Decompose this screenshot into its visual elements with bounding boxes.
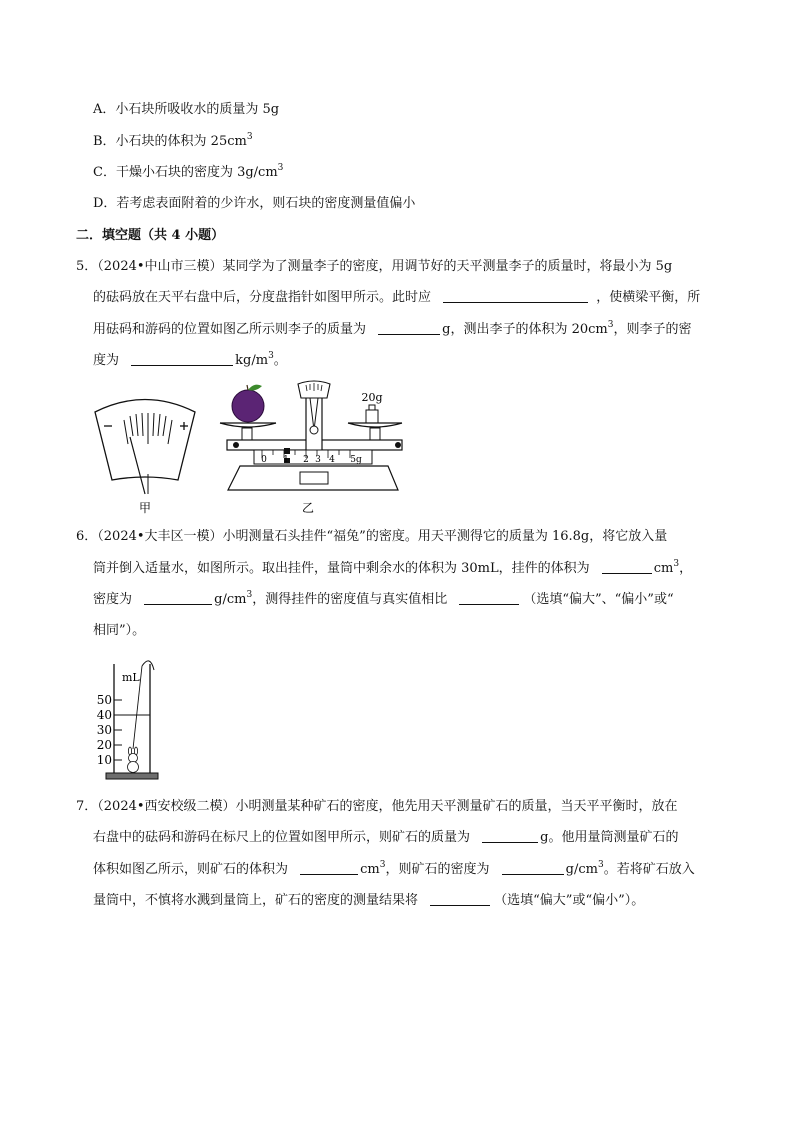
superscript: 3 bbox=[268, 351, 274, 361]
answer-blank[interactable] bbox=[482, 828, 538, 843]
answer-blank[interactable] bbox=[443, 288, 588, 303]
q7-line-4 bbox=[93, 891, 644, 911]
q7-line-2 bbox=[93, 828, 678, 848]
tick-label: 2 bbox=[303, 455, 309, 465]
answer-blank[interactable] bbox=[144, 590, 212, 605]
q7-text: 。若将矿石放入 bbox=[603, 862, 695, 877]
label-jia: 甲 bbox=[138, 501, 152, 515]
q6-line-4: 相同”）。 bbox=[93, 623, 146, 638]
answer-blank[interactable] bbox=[459, 590, 519, 605]
weight-20g-icon bbox=[361, 391, 382, 423]
q6-line-3 bbox=[93, 590, 674, 610]
superscript: 3 bbox=[277, 163, 284, 173]
superscript: 3 bbox=[379, 860, 386, 870]
figure-yi-balance bbox=[212, 376, 412, 516]
q6-text: 筒并倒入适量水，如图所示。取出挂件，量筒中剩余水的体积为 30mL，挂件的体积为 bbox=[93, 561, 590, 576]
weight-label: 20g bbox=[361, 391, 383, 404]
tick-label: 40 bbox=[96, 708, 112, 722]
answer-blank[interactable] bbox=[430, 891, 490, 906]
q6-text: cm bbox=[653, 561, 674, 576]
q6-line-1: 6．（2024•大丰区一模）小明测量石头挂件“福兔”的密度。用天平测得它的质量为 16.8g，将它放入量 bbox=[76, 529, 668, 544]
q5-text: 度为 bbox=[93, 353, 120, 368]
option-d bbox=[93, 194, 415, 214]
q7-text: （选填“偏大”或“偏小”）。 bbox=[494, 893, 645, 908]
q6-text: ， bbox=[679, 561, 693, 576]
superscript: 3 bbox=[246, 590, 253, 600]
option-d-text: D．若考虑表面附着的少许水，则石块的密度测量值偏小 bbox=[93, 196, 416, 211]
option-c-text: C．干燥小石块的密度为 3g/cm bbox=[93, 165, 278, 180]
option-c bbox=[93, 163, 283, 183]
q5-text: ，使横梁平衡，所 bbox=[596, 290, 701, 305]
q7-line-3 bbox=[93, 860, 695, 880]
answer-blank[interactable] bbox=[378, 320, 440, 335]
q7-text: 体积如图乙所示，则矿石的体积为 bbox=[93, 862, 289, 877]
q5-text: 。 bbox=[273, 353, 287, 368]
q5-text: 用砝码和游码的位置如图乙所示则李子的质量为 bbox=[93, 322, 367, 337]
q7-text: 右盘中的砝码和游码在标尺上的位置如图甲所示，则矿石的质量为 bbox=[93, 830, 471, 845]
answer-blank[interactable] bbox=[131, 351, 233, 366]
q5-line-1: 5．（2024•中山市三模）某同学为了测量李子的密度，用调节好的天平测量李子的质量时，将最小为 5g bbox=[76, 259, 673, 274]
superscript: 3 bbox=[597, 860, 604, 870]
q5-text: g，测出李子的体积为 20cm bbox=[442, 322, 608, 337]
q7-text: g。他用量筒测量矿石的 bbox=[540, 830, 679, 845]
tick-label: 0 bbox=[261, 455, 267, 465]
q6-text: 密度为 bbox=[93, 592, 133, 607]
figure-measuring-cylinder bbox=[92, 654, 172, 789]
tick-label: 3 bbox=[315, 455, 321, 465]
q7-text: g/cm bbox=[565, 862, 598, 877]
tick-label: 10 bbox=[96, 753, 112, 767]
q7-text: cm bbox=[360, 862, 380, 877]
option-b bbox=[93, 132, 253, 152]
answer-blank[interactable] bbox=[300, 860, 358, 875]
q5-text: ，则李子的密 bbox=[613, 322, 692, 337]
answer-blank[interactable] bbox=[602, 559, 652, 574]
q6-line-2 bbox=[93, 559, 692, 579]
q5-line-4 bbox=[93, 351, 287, 371]
option-a-text: A．小石块所吸收水的质量为 5g bbox=[93, 102, 280, 117]
q5-text: kg/m bbox=[235, 353, 269, 368]
q6-text: （选填“偏大”、“偏小”或“ bbox=[523, 592, 674, 607]
tick-label: 1 bbox=[283, 455, 289, 465]
q7-text: ，则矿石的密度为 bbox=[385, 862, 490, 877]
tick-label: 4 bbox=[329, 455, 335, 465]
superscript: 3 bbox=[607, 320, 614, 330]
superscript: 3 bbox=[673, 559, 680, 569]
q5-line-2 bbox=[93, 288, 700, 308]
tick-label: 20 bbox=[96, 738, 112, 752]
answer-blank[interactable] bbox=[502, 860, 564, 875]
unit-label: mL bbox=[122, 671, 140, 684]
tick-label: 30 bbox=[96, 723, 112, 737]
label-yi: 乙 bbox=[301, 501, 315, 515]
tick-label: 5g bbox=[350, 455, 362, 465]
q5-line-3 bbox=[93, 320, 692, 340]
figure-jia-dial bbox=[90, 382, 200, 517]
plum-icon bbox=[232, 385, 264, 422]
q7-text: 量筒中，不慎将水溅到量筒上，矿石的密度的测量结果将 bbox=[93, 893, 419, 908]
option-b-text: B．小石块的体积为 25cm bbox=[93, 134, 247, 149]
tick-label: 50 bbox=[96, 693, 112, 707]
q6-text: ，测得挂件的密度值与真实值相比 bbox=[252, 592, 448, 607]
q7-line-1: 7．（2024•西安校级二模）小明测量某种矿石的密度，他先用天平测量矿石的质量，当天平平衡时，放在 bbox=[76, 799, 678, 814]
rider bbox=[284, 448, 290, 454]
rabbit-pendant-icon bbox=[128, 747, 139, 773]
option-a bbox=[93, 100, 279, 120]
section-heading: 二．填空题（共 4 小题） bbox=[76, 228, 225, 243]
q6-text: g/cm bbox=[214, 592, 247, 607]
superscript: 3 bbox=[246, 132, 253, 142]
q5-text: 的砝码放在天平右盘中后，分度盘指针如图甲所示。此时应 bbox=[93, 290, 432, 305]
